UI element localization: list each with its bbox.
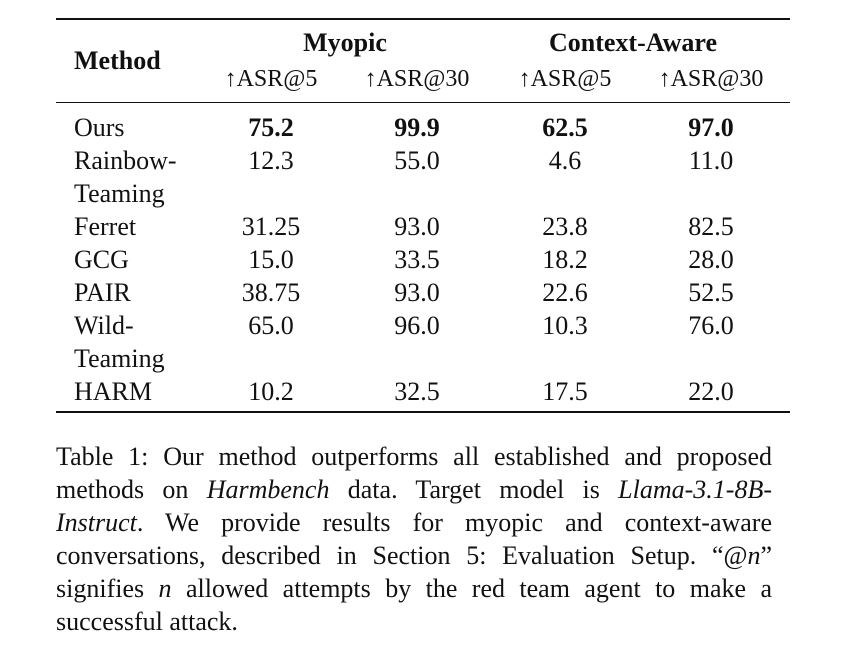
method-name-line: Teaming (74, 344, 165, 373)
value-cell: 18.2 (542, 245, 588, 274)
value-cell: 10.3 (542, 311, 588, 340)
table-header (56, 20, 790, 102)
results-table (56, 18, 790, 413)
method-name-line: HARM (74, 377, 153, 406)
method-cell (74, 375, 152, 408)
caption-dataset-name: Harmbench (206, 475, 330, 504)
caption-text-1: Table 1: Our method outperforms all established and proposed methods on (56, 442, 772, 504)
value-cell: 22.6 (542, 278, 588, 307)
value-cell: 12.3 (248, 146, 294, 175)
caption-var-n-2: n (158, 574, 172, 603)
value-cell: 96.0 (394, 311, 440, 340)
value-cell: 52.5 (688, 278, 734, 307)
value-cell: 17.5 (542, 377, 588, 406)
method-column-header: Method (74, 46, 161, 75)
value-cell: 99.9 (394, 113, 440, 142)
method-name-line: Teaming (74, 179, 165, 208)
subheader-context-asr5: ↑ASR@5 (518, 66, 612, 92)
value-cell: 93.0 (394, 212, 440, 241)
value-cell: 55.0 (394, 146, 440, 175)
subheader-myopic-asr5: ↑ASR@5 (224, 66, 318, 92)
value-cell: 32.5 (394, 377, 440, 406)
value-cell: 93.0 (394, 278, 440, 307)
method-cell (74, 210, 136, 243)
method-cell (74, 276, 131, 309)
method-name-line: GCG (74, 245, 129, 274)
method-cell (74, 111, 125, 144)
value-cell: 28.0 (688, 245, 734, 274)
caption-model-name: Llama-3.1-8B-Instruct (56, 475, 772, 537)
caption-var-n-1: n (747, 541, 761, 570)
method-cell (74, 144, 177, 210)
value-cell: 38.75 (241, 278, 301, 307)
value-cell: 31.25 (241, 212, 301, 241)
value-cell: 76.0 (688, 311, 734, 340)
table-body (56, 103, 790, 411)
value-cell: 11.0 (688, 146, 734, 175)
caption-text-5: allowed attempts by the red team agent to make a successful attack. (56, 574, 772, 636)
value-cell: 23.8 (542, 212, 588, 241)
value-cell: 82.5 (688, 212, 734, 241)
value-cell: 22.0 (688, 377, 734, 406)
subheader-myopic-asr30: ↑ASR@30 (364, 66, 470, 92)
value-cell: 75.2 (248, 113, 294, 142)
caption-text-2: data. Target model is (329, 475, 619, 504)
method-name-line: Ours (74, 113, 125, 142)
value-cell: 62.5 (542, 113, 588, 142)
method-name-line: Wild- (74, 311, 134, 340)
method-name-line: Rainbow- (74, 146, 177, 175)
method-name-line: PAIR (74, 278, 131, 307)
method-cell (74, 243, 129, 276)
value-cell: 65.0 (248, 311, 294, 340)
table-caption (56, 440, 772, 638)
value-cell: 15.0 (248, 245, 294, 274)
group-header-myopic: Myopic (303, 28, 387, 57)
value-cell: 4.6 (548, 146, 582, 175)
value-cell: 10.2 (248, 377, 294, 406)
subheader-context-asr30: ↑ASR@30 (658, 66, 764, 92)
method-name-line: Ferret (74, 212, 137, 241)
value-cell: 33.5 (394, 245, 440, 274)
table-bottom-rule (56, 411, 790, 413)
caption-text-4: ” signifies (56, 541, 772, 603)
group-header-context-aware: Context-Aware (549, 28, 717, 57)
method-cell (74, 309, 165, 375)
value-cell: 97.0 (688, 113, 734, 142)
caption-text-3: . We provide results for myopic and context-aware conversations, described in Section 5: Evaluation Setup. “@ (56, 508, 772, 570)
